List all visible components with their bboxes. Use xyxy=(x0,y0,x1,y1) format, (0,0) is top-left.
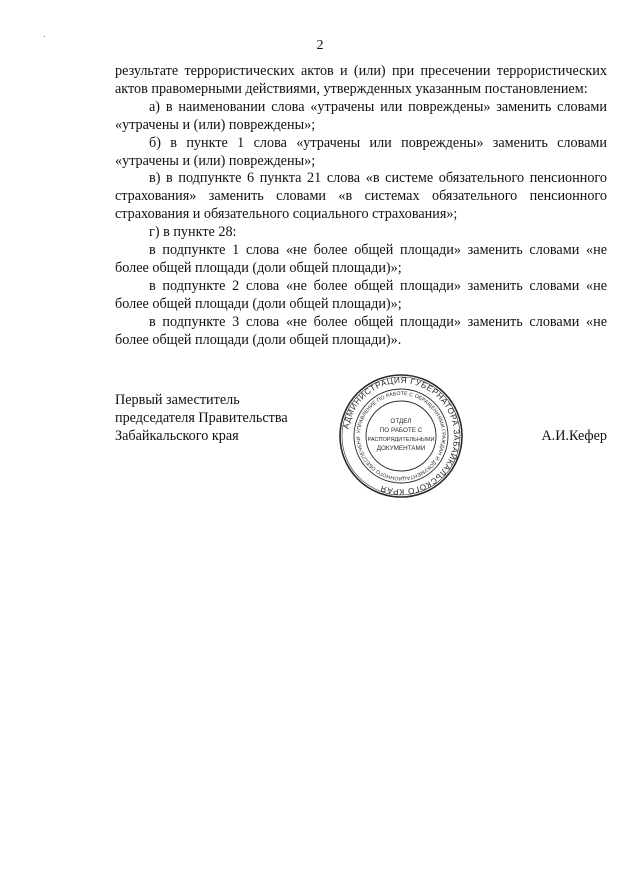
stamp-inner-ring-text: УПРАВЛЕНИЕ ПО РАБОТЕ С ОБРАЩЕНИЯМИ ГРАЖДАН И ДОКУМЕНТАЦИОННОГО ОБЕСПЕЧЕНИ xyxy=(355,390,447,482)
signer-position-line-1: Первый заместитель xyxy=(115,392,240,408)
signer-position-line-2: председателя Правительства xyxy=(115,409,288,426)
stamp-center-line-2: ПО РАБОТЕ С xyxy=(379,427,423,434)
stamp-outer-text: АДМИНИСТРАЦИЯ ГУБЕРНАТОРА ЗАБАЙКАЛЬСКОГО КРАЯ xyxy=(341,375,462,497)
stamp-inner-ring xyxy=(366,401,436,471)
signer-name: А.И.Кефер xyxy=(541,428,607,444)
document-body xyxy=(115,63,607,350)
paragraph-g: г) в пункте 28: xyxy=(149,224,237,241)
paragraph-b: б) в пункте 1 слова «утрачены или повреждены» заменить словами «утрачены и (или) повреждены»; xyxy=(115,134,607,169)
paragraph-a: а) в наименовании слова «утрачены или повреждены» заменить словами «утрачены и (или) повреждены»; xyxy=(115,98,607,133)
signer-position xyxy=(115,392,288,446)
paragraph-subpoint-1: в подпункте 1 слова «не более общей площади» заменить словами «не более общей площади (доли общей площади)»; xyxy=(115,242,607,276)
signer-position-line-3: Забайкальского края xyxy=(115,427,239,444)
stamp-center-line-3: РАСПОРЯДИТЕЛЬНЫМИ xyxy=(367,437,435,443)
paragraph-intro: результате террористических актов и (или) при пресечении террористических актов правомерными действиями, утвержденных указанным постановлением: xyxy=(115,63,607,97)
paragraph-v: в) в подпункте 6 пункта 21 слова «в системе обязательного пенсионного страхования» заменить словами «в системах обязательного пенсионного страхования и обязательного социального страхования»; xyxy=(115,170,607,223)
paragraph-subpoint-2: в подпункте 2 слова «не более общей площади» заменить словами «не более общей площади (доли общей площади)»; xyxy=(115,277,607,312)
stamp-center-line-1: ОТДЕЛ xyxy=(390,418,412,425)
official-stamp xyxy=(338,373,464,499)
paragraph-subpoint-3: в подпункте 3 слова «не более общей площади» заменить словами «не более общей площади (доли общей площади)». xyxy=(115,313,607,348)
scan-speck xyxy=(44,36,45,37)
page-number: 2 xyxy=(316,38,324,53)
stamp-center-line-4: ДОКУМЕНТАМИ xyxy=(376,445,426,452)
stamp-middle-ring xyxy=(354,389,448,483)
